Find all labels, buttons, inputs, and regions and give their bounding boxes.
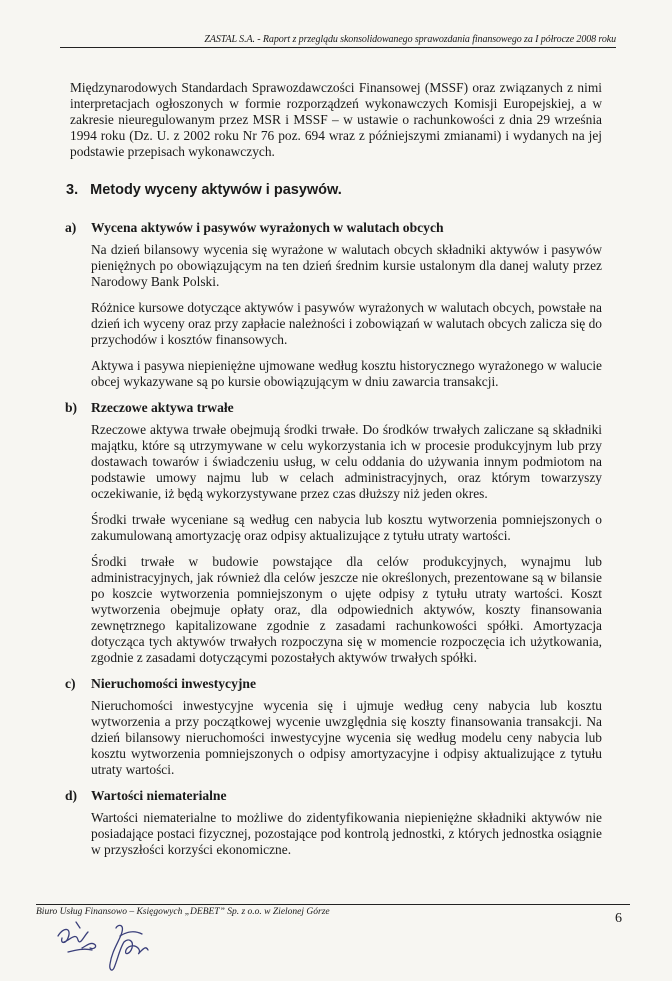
page-number: 6: [615, 911, 622, 926]
subsection-b: [65, 400, 602, 666]
paragraph: Aktywa i pasywa niepieniężne ujmowane według kosztu historycznego wyrażonego w walucie obcej wykazywane są po kursie obowiązującym w dniu zawarcia transakcji.: [91, 358, 602, 389]
subsection-a: [65, 220, 602, 390]
running-header: [60, 34, 616, 48]
paragraph: Środki trwałe w budowie powstające dla celów produkcyjnych, wynajmu lub administracyjnych, jak również dla celów jeszcze nie określonych, prezentowane są w bilansie po koszcie wytworzenia pomniejszonym o ujęte odpisy z tytułu utraty wartości. Koszt wytworzenia obejmuje opłaty oraz, dla odpowiednich aktywów, koszty finansowania zewnętrznego kapitalizowane zgodnie z zasadami rachunkowości spółki. Amortyzacja dotycząca tych aktywów trwałych rozpoczyna się w momencie rozpoczęcia ich użytkowania, zgodnie z zasadami dotyczącymi pozostałych aktywów trwałych spółki.: [91, 554, 602, 665]
subsection-title: Wycena aktywów i pasywów wyrażonych w walutach obcych: [91, 220, 444, 235]
subsection-letter: d): [65, 788, 78, 803]
subsection-heading: [65, 676, 602, 692]
section-number: 3.: [66, 182, 79, 198]
subsection-title: Nieruchomości inwestycyjne: [91, 676, 256, 691]
running-title: ZASTAL S.A. - Raport z przeglądu skonsolidowanego sprawozdania finansowego za I półrocze 2008 roku: [204, 34, 616, 45]
subsection-heading: [65, 220, 602, 236]
subsection-heading: [65, 788, 602, 804]
subsection-body: [91, 242, 602, 390]
paragraph: Na dzień bilansowy wycenia się wyrażone w walutach obcych składniki aktywów i pasywów pieniężnych po obowiązującym na ten dzień średnim kursie ustalonym dla danej waluty przez Narodowy Bank Polski.: [91, 242, 602, 289]
subsection-letter: a): [65, 220, 77, 235]
paragraph: Rzeczowe aktywa trwałe obejmują środki trwałe. Do środków trwałych zaliczane są składniki majątku, które są utrzymywane w celu wykorzystania ich w procesie produkcyjnym lub przy dostawach towarów i świadczeniu usług, w celu oddania do używania innym podmiotom na podstawie umowy najmu lub w celach administracyjnych, oraz którym towarzyszy oczekiwanie, iż będą wykorzystywane przez czas dłuższy niż jeden okres.: [91, 422, 602, 501]
paragraph: Różnice kursowe dotyczące aktywów i pasywów wyrażonych w walutach obcych, powstałe na dzień ich wyceny oraz przy zapłacie należności i zobowiązań w walutach obcych zalicza się do przychodów i kosztów finansowych.: [91, 300, 602, 347]
paragraph: Wartości niematerialne to możliwe do zidentyfikowania niepieniężne składniki aktywów nie posiadające postaci fizycznej, pozostające pod kontrolą jednostki, z których jednostka osiągnie w przyszłości korzyści ekonomiczne.: [91, 810, 602, 857]
section-heading: [66, 182, 602, 198]
subsection-title: Rzeczowe aktywa trwałe: [91, 400, 234, 415]
subsection-letter: c): [65, 676, 76, 691]
intro-paragraph: Międzynarodowych Standardach Sprawozdawczości Finansowej (MSSF) oraz związanych z nimi interpretacjach ogłoszonych w formie rozporządzeń wykonawczych Komisji Europejskiej, a w zakresie nieuregulowanym przez MSR i MSSF – w ustawie o rachunkowości z dnia 29 września 1994 roku (Dz. U. z 2002 roku Nr 76 poz. 694 wraz z późniejszymi zmianami) i wydanych na jej podstawie przepisach wykonawczych.: [70, 80, 602, 159]
handwritten-signatures: [54, 918, 184, 981]
paragraph: Nieruchomości inwestycyjne wycenia się i ujmuje według ceny nabycia lub kosztu wytworzenia a przy początkowej wycenie uwzględnia się koszty finansowania transakcji. Na dzień bilansowy nieruchomości inwestycyjne wycenia się według modelu ceny nabycia lub kosztu wytworzenia pomniejszonych o odpisy amortyzacyjne i odpisy aktualizujące z tytułu utraty wartości.: [91, 698, 602, 777]
subsection-d: [65, 788, 602, 858]
subsection-c: [65, 676, 602, 778]
paragraph: Środki trwałe wyceniane są według cen nabycia lub kosztu wytworzenia pomniejszonych o zakumulowaną amortyzację oraz odpisy aktualizujące z tytułu utraty wartości.: [91, 512, 602, 543]
subsection-body: [91, 810, 602, 858]
signature-image: [54, 918, 184, 976]
page-content: [65, 80, 602, 868]
subsection-body: [91, 422, 602, 666]
footer-firm: Biuro Usług Finansowo – Księgowych „DEBET” Sp. z o.o. w Zielonej Górze: [36, 907, 330, 917]
subsection-title: Wartości niematerialne: [91, 788, 227, 803]
subsection-body: [91, 698, 602, 778]
section-title: Metody wyceny aktywów i pasywów.: [90, 182, 342, 198]
subsection-letter: b): [65, 400, 78, 415]
subsection-heading: [65, 400, 602, 416]
